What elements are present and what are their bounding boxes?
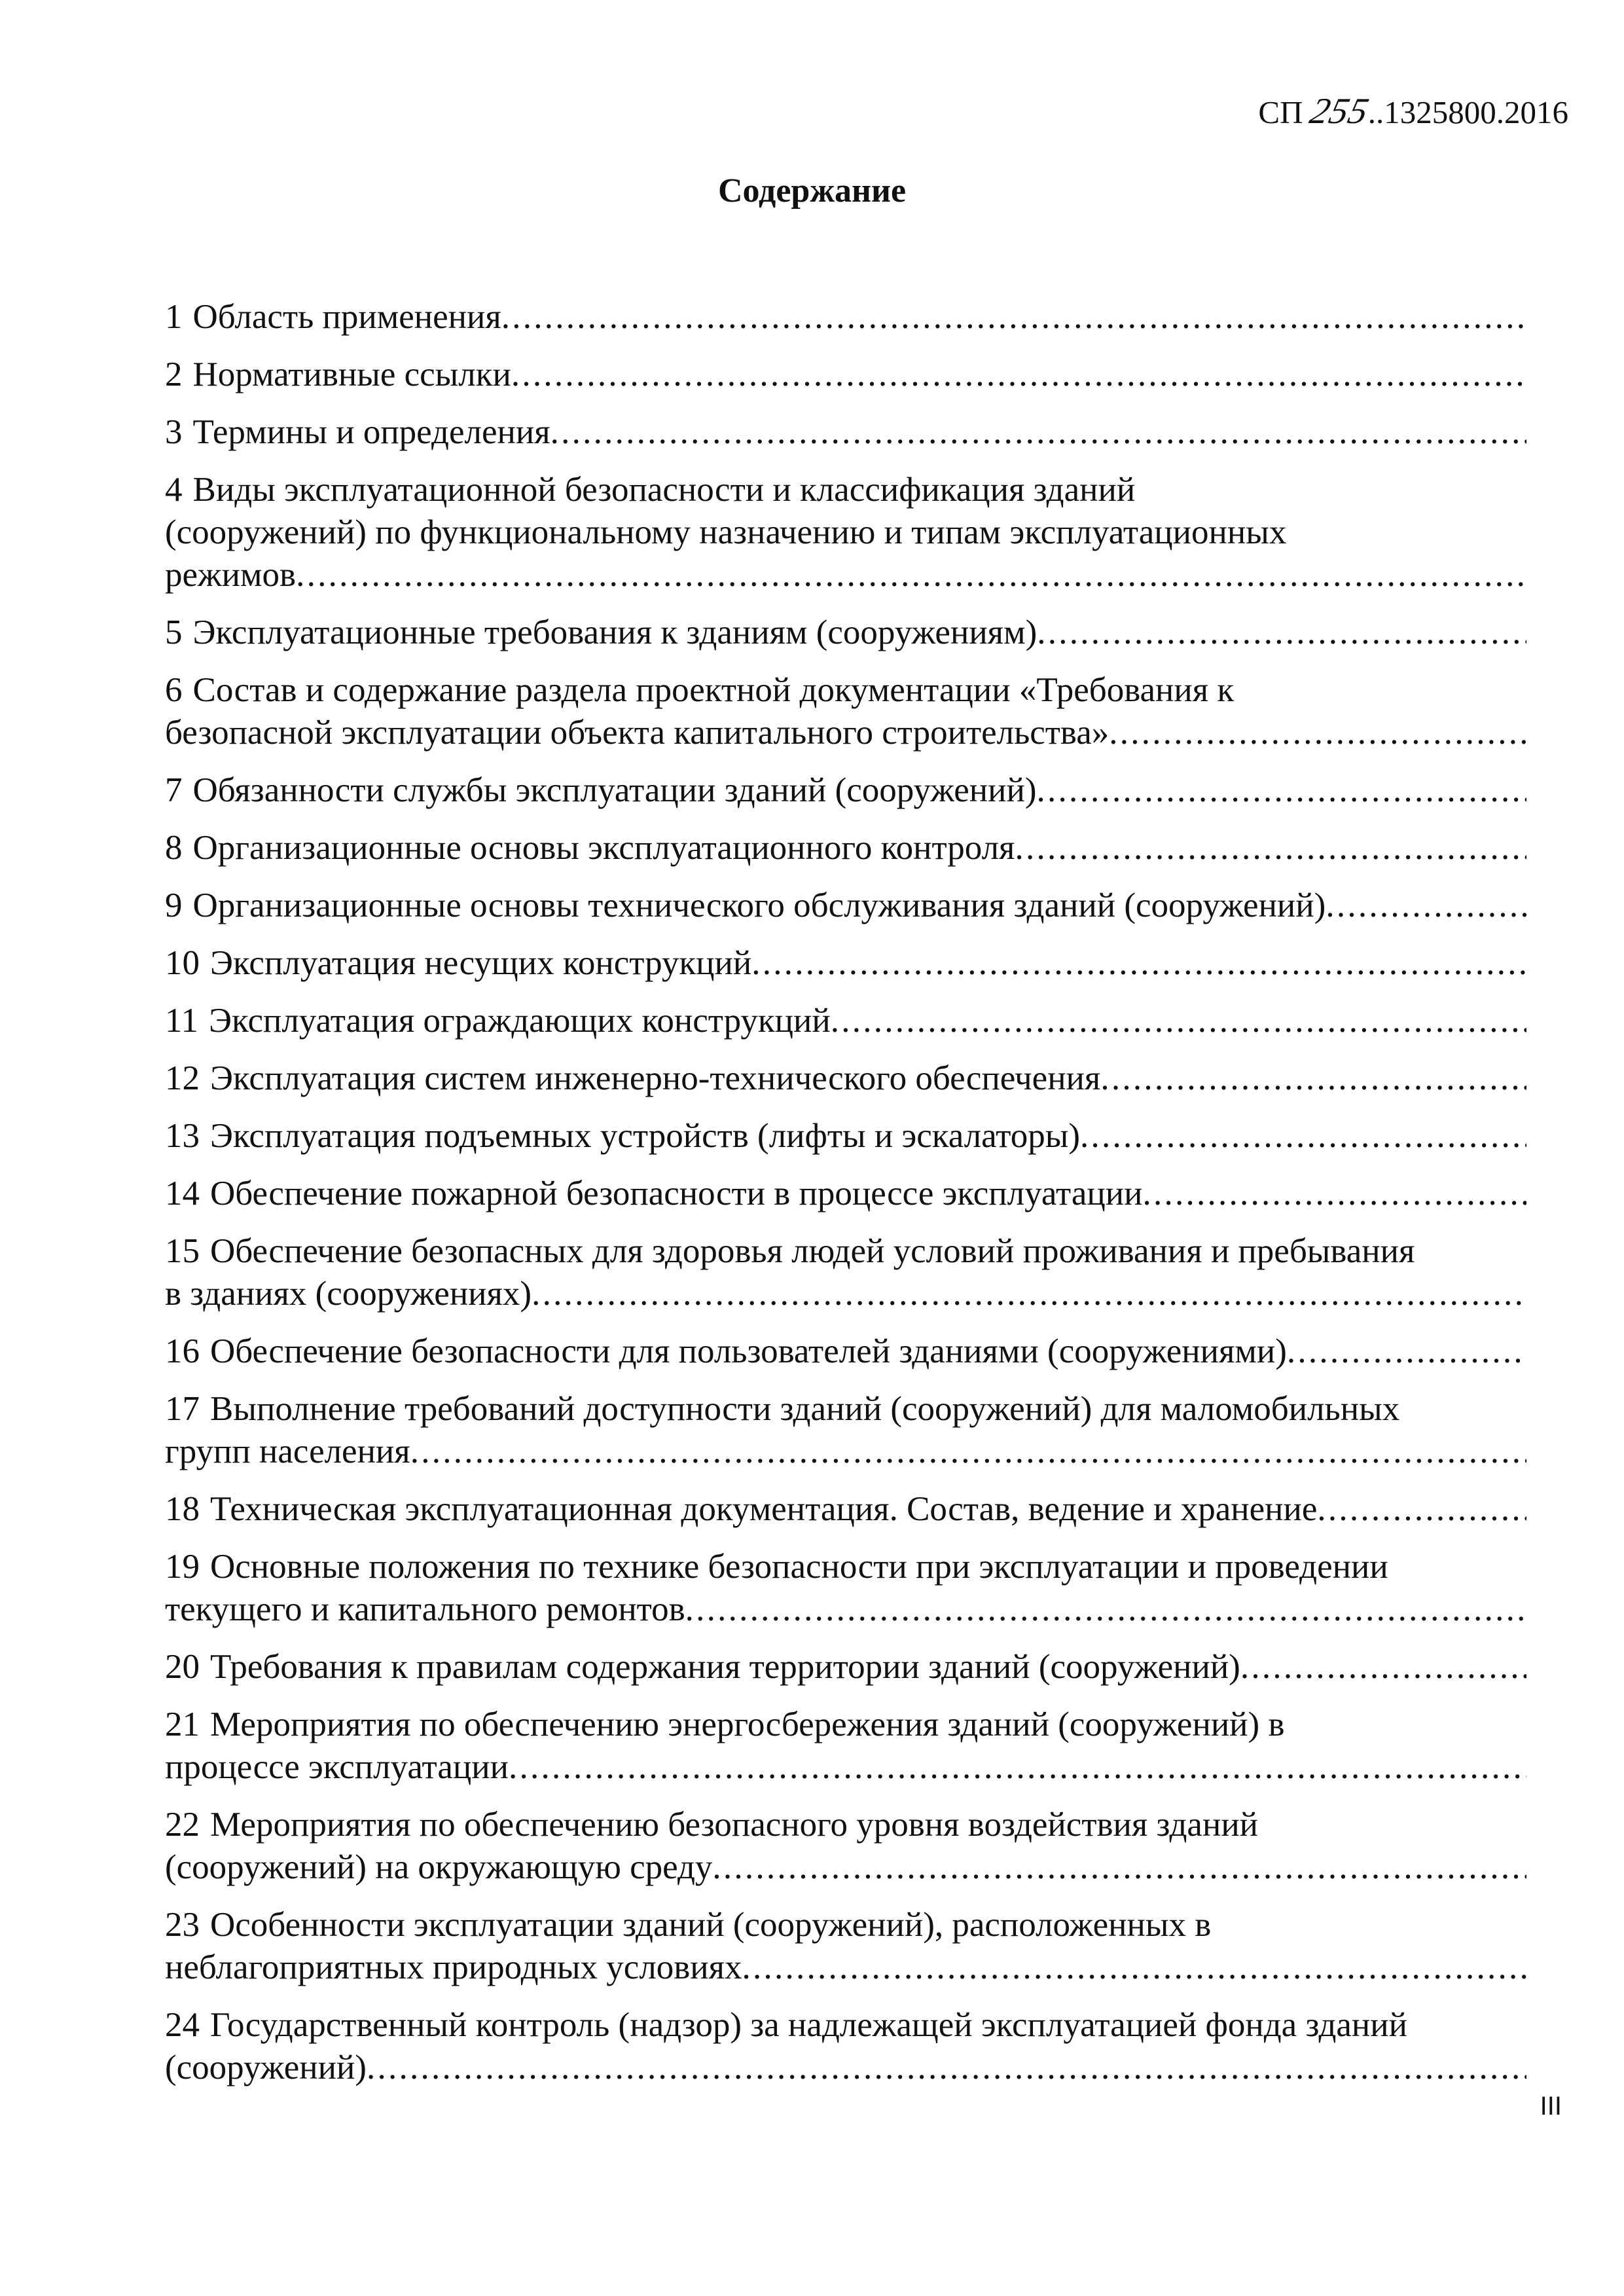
toc-entry-number: 7 [165,771,183,809]
toc-entry-title: Обеспечение безопасных для здоровья людей условий проживания и пребывания [210,1232,1415,1270]
toc-entry-title: Состав и содержание раздела проектной документации «Требования к [192,671,1235,709]
toc-entry-title: Эксплуатация подъемных устройств (лифты и эскалаторы) [210,1117,1081,1155]
page-title: Содержание [717,172,907,210]
toc-entry-title: Термины и определения [192,413,550,451]
toc-entry[interactable] [165,1904,1526,1989]
toc-dot-leader [532,1273,1526,1315]
toc-entry-title: (сооружений) [165,2049,367,2086]
toc-dot-leader [367,2047,1526,2089]
toc-entry-title: Область применения [192,298,501,336]
toc-line [165,769,1526,812]
toc-entry-title: текущего и капитального ремонтов [165,1590,685,1628]
toc-dot-leader [831,1000,1526,1042]
toc-entry-number: 12 [165,1059,200,1097]
toc-line [165,1804,1526,1846]
toc-entry[interactable] [165,2004,1526,2089]
toc-entry-title: Обеспечение безопасности для пользователей зданиями (сооружениями) [210,1332,1287,1370]
toc-entry-title: групп населения [165,1432,410,1470]
toc-entry-number: 15 [165,1232,200,1270]
toc-entry[interactable] [165,1115,1526,1157]
toc-dot-leader [1080,1115,1526,1157]
toc-entry-title: Требования к правилам содержания территории зданий (сооружений) [210,1648,1240,1686]
toc-line [165,942,1526,985]
toc-entry-number: 1 [165,298,183,336]
toc-entry[interactable] [165,354,1526,396]
toc-entry-title: Выполнение требований доступности зданий (сооружений) для маломобильных [210,1390,1400,1428]
toc-line [165,1488,1526,1531]
toc-entry-title: Эксплуатация систем инженерно-технического обеспечения [210,1059,1101,1097]
toc-entry-title: Мероприятия по обеспечению энергосбережения зданий (сооружений) в [210,1705,1285,1743]
toc-dot-leader [1142,1173,1526,1215]
toc-line [165,1173,1526,1215]
toc-line [165,669,1526,712]
toc-entry[interactable] [165,1000,1526,1042]
toc-entry[interactable] [165,1646,1526,1688]
toc-entry-number: 2 [165,355,183,393]
toc-dot-leader [1317,1488,1526,1531]
document-code-prefix: СП [1258,94,1303,130]
toc-entry-number: 14 [165,1175,200,1212]
toc-dot-leader [1100,1057,1526,1100]
toc-dot-leader [296,554,1526,596]
toc-entry[interactable] [165,1488,1526,1531]
toc-entry-number: 11 [165,1002,199,1040]
toc-entry-title: Техническая эксплуатационная документация. Состав, ведение и хранение [210,1490,1318,1528]
toc-entry[interactable] [165,884,1526,927]
toc-line [165,827,1526,869]
toc-dot-leader [1037,769,1526,812]
toc-dot-leader [509,1746,1526,1789]
toc-dot-leader [1326,884,1526,927]
toc-entry-title: Обеспечение пожарной безопасности в процессе эксплуатации [210,1175,1143,1212]
toc-line [165,1646,1526,1688]
toc-entry[interactable] [165,1057,1526,1100]
toc-entry-title: Государственный контроль (надзор) за надлежащей эксплуатацией фонда зданий [210,2006,1408,2044]
toc-line [165,1546,1526,1588]
document-code-handwritten-number: 255 [1306,91,1373,132]
toc-entry-title: Эксплуатационные требования к зданиям (сооружениям) [192,613,1038,651]
toc-entry-title: (сооружений) по функциональному назначению и типам эксплуатационных [165,513,1287,551]
toc-entry-number: 8 [165,829,183,867]
toc-dot-leader [1037,611,1526,654]
toc-line [165,469,1526,511]
toc-entry[interactable] [165,469,1526,596]
toc-dot-leader [1015,827,1526,869]
toc-line [165,611,1526,654]
toc-entry-number: 22 [165,1806,200,1844]
toc-entry[interactable] [165,411,1526,454]
toc-dot-leader [685,1588,1526,1631]
toc-dot-leader [1240,1646,1526,1688]
toc-entry-number: 24 [165,2006,200,2044]
toc-entry[interactable] [165,942,1526,985]
table-of-contents [165,296,1526,2104]
toc-entry[interactable] [165,1388,1526,1473]
toc-entry-number: 3 [165,413,183,451]
toc-line [165,1230,1526,1273]
toc-dot-leader [550,411,1526,454]
toc-entry-number: 6 [165,671,183,709]
toc-entry-title: неблагоприятных природных условиях [165,1948,742,1986]
toc-dot-leader [1109,712,1526,754]
document-code [1258,90,1568,132]
toc-dot-leader [501,296,1526,338]
toc-entry[interactable] [165,1546,1526,1631]
toc-entry-title: Основные положения по технике безопасности при эксплуатации и проведении [210,1548,1388,1586]
toc-line [165,1330,1526,1373]
toc-line [165,1946,1526,1989]
toc-entry-number: 20 [165,1648,200,1686]
toc-entry-title: Нормативные ссылки [192,355,511,393]
toc-entry[interactable] [165,769,1526,812]
toc-entry-title: Мероприятия по обеспечению безопасного уровня воздействия зданий [210,1806,1259,1844]
toc-entry[interactable] [165,1704,1526,1789]
toc-entry-number: 5 [165,613,183,651]
toc-dot-leader [410,1430,1526,1473]
toc-entry-number: 9 [165,886,183,924]
toc-entry-title: Организационные основы эксплуатационного контроля [192,829,1015,867]
toc-entry-title: процессе эксплуатации [165,1748,509,1786]
toc-line [165,511,1526,554]
toc-entry[interactable] [165,1173,1526,1215]
toc-line [165,2047,1526,2089]
toc-entry-number: 18 [165,1490,200,1528]
toc-dot-leader [1287,1330,1526,1373]
document-code-suffix: ..1325800.2016 [1367,94,1568,130]
toc-dot-leader [712,1846,1526,1889]
toc-entry-number: 21 [165,1705,200,1743]
toc-line [165,1704,1526,1746]
toc-entry[interactable] [165,1804,1526,1889]
toc-line [165,1588,1526,1631]
toc-entry-title: Особенности эксплуатации зданий (сооружений), расположенных в [210,1906,1212,1944]
toc-line [165,884,1526,927]
toc-entry[interactable] [165,611,1526,654]
toc-entry-number: 23 [165,1906,200,1944]
toc-line [165,354,1526,396]
toc-entry-title: в зданиях (сооружениях) [165,1275,532,1313]
toc-line [165,1388,1526,1430]
toc-entry-title: Эксплуатация несущих конструкций [210,944,752,982]
toc-line [165,1057,1526,1100]
toc-line [165,1000,1526,1042]
toc-line [165,1846,1526,1889]
toc-line [165,554,1526,596]
toc-entry-number: 10 [165,944,200,982]
toc-entry-title: Виды эксплуатационной безопасности и классификация зданий [192,471,1136,509]
toc-line [165,296,1526,338]
toc-entry-number: 19 [165,1548,200,1586]
toc-entry-number: 4 [165,471,183,509]
toc-entry-title: Обязанности службы эксплуатации зданий (сооружений) [192,771,1037,809]
toc-line [165,2004,1526,2047]
toc-entry-number: 17 [165,1390,200,1428]
page-number: III [1540,2092,1562,2121]
toc-entry-title: режимов [165,556,297,594]
toc-line [165,1273,1526,1315]
toc-entry[interactable] [165,1230,1526,1315]
toc-dot-leader [751,942,1526,985]
toc-entry[interactable] [165,1330,1526,1373]
toc-line [165,411,1526,454]
toc-entry-title: Эксплуатация ограждающих конструкций [209,1002,831,1040]
toc-line [165,1746,1526,1789]
toc-dot-leader [511,354,1526,396]
toc-entry-title: Организационные основы технического обслуживания зданий (сооружений) [192,886,1326,924]
toc-dot-leader [742,1946,1526,1989]
toc-line [165,1115,1526,1157]
toc-entry[interactable] [165,669,1526,754]
toc-line [165,712,1526,754]
toc-entry[interactable] [165,296,1526,338]
toc-line [165,1904,1526,1946]
toc-entry-number: 16 [165,1332,200,1370]
toc-entry-number: 13 [165,1117,200,1155]
toc-entry-title: безопасной эксплуатации объекта капитального строительства» [165,714,1110,752]
toc-line [165,1430,1526,1473]
toc-entry[interactable] [165,827,1526,869]
toc-entry-title: (сооружений) на окружающую среду [165,1848,713,1886]
